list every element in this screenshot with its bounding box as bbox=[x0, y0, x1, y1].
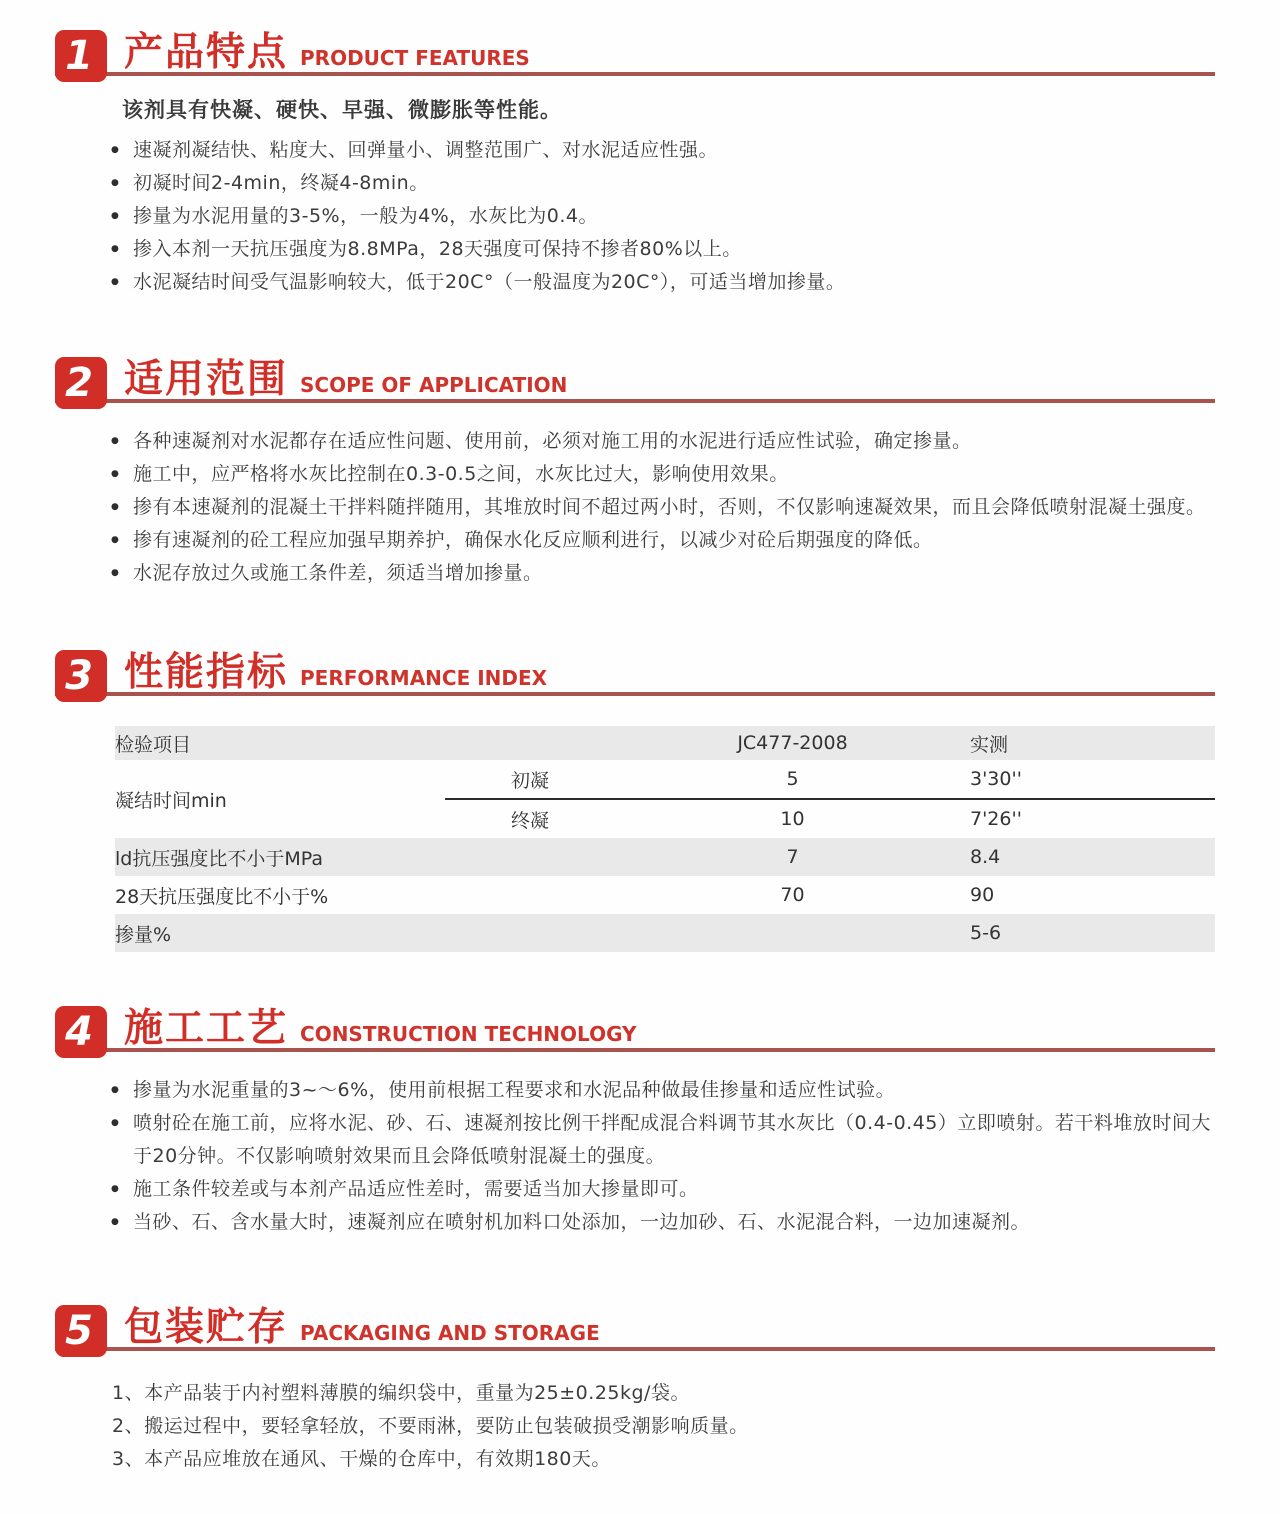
section-scope-of-application bbox=[55, 349, 1215, 590]
list-item: ● 施工条件较差或与本剂产品适应性差时，需要适当加大掺量即可。 bbox=[105, 1173, 1215, 1206]
cell-measured: 3'30'' bbox=[970, 760, 1215, 799]
table-row-1d-strength bbox=[115, 838, 1215, 876]
cell-measured: 5-6 bbox=[970, 914, 1215, 952]
list-item: ● 掺有速凝剂的砼工程应加强早期养护，确保水化反应顺利进行，以减少对砼后期强度的降低。 bbox=[105, 524, 1215, 557]
section-title-zh: 产品特点 bbox=[124, 29, 289, 75]
section-4-header bbox=[55, 998, 1215, 1055]
cell-sub-initial: 初凝 bbox=[445, 760, 615, 799]
section-title-en: CONSTRUCTION TECHNOLOGY bbox=[300, 1022, 637, 1046]
col-header-sub bbox=[445, 726, 615, 760]
construction-bullet-list bbox=[105, 1074, 1215, 1239]
section-packaging-storage bbox=[55, 1297, 1215, 1476]
section-1-header bbox=[55, 22, 1215, 79]
table-row-dosage bbox=[115, 914, 1215, 952]
section-title-en: PERFORMANCE INDEX bbox=[300, 666, 548, 690]
cell-item-setting-time: 凝结时间min bbox=[115, 789, 227, 812]
cell-item: 掺量% bbox=[115, 914, 445, 952]
list-item: ● 施工中，应严格将水灰比控制在0.3-0.5之间，水灰比过大，影响使用效果。 bbox=[105, 458, 1215, 491]
section-5-header bbox=[55, 1297, 1215, 1354]
performance-table bbox=[115, 726, 1215, 952]
cell-measured: 7'26'' bbox=[970, 808, 1022, 830]
cell-measured: 90 bbox=[970, 884, 995, 906]
features-bullet-list bbox=[105, 134, 1215, 299]
list-item: ● 各种速凝剂对水泥都存在适应性问题、使用前，必须对施工用的水泥进行适应性试验，确定掺量。 bbox=[105, 425, 1215, 458]
cell-standard: 7 bbox=[615, 838, 970, 876]
section-3-header bbox=[55, 642, 1215, 699]
section-title-en: PRODUCT FEATURES bbox=[300, 46, 530, 70]
section-product-features bbox=[55, 0, 1215, 299]
section-number: 3 bbox=[65, 653, 93, 699]
list-item: ● 初凝时间2-4min，终凝4-8min。 bbox=[105, 167, 1215, 200]
list-item: ● 水泥存放过久或施工条件差，须适当增加掺量。 bbox=[105, 557, 1215, 590]
section-4-number-badge bbox=[55, 1006, 107, 1058]
section-5-number-badge bbox=[55, 1305, 107, 1357]
cell-standard: 10 bbox=[780, 808, 805, 830]
cell-sub-final: 终凝 bbox=[510, 809, 549, 832]
section-number: 2 bbox=[65, 360, 93, 406]
section-performance-index bbox=[55, 642, 1215, 952]
cell-standard: 5 bbox=[615, 760, 970, 799]
list-item: ● 当砂、石、含水量大时，速凝剂应在喷射机加料口处添加，一边加砂、石、水泥混合料，一边加速凝剂。 bbox=[105, 1206, 1215, 1239]
table-row-28d-strength bbox=[115, 876, 1215, 914]
section-title-zh: 性能指标 bbox=[124, 649, 289, 695]
section-2-header bbox=[55, 349, 1215, 406]
table-row-setting-initial bbox=[115, 760, 1215, 799]
features-intro: 该剂具有快凝、硬快、早强、微膨胀等性能。 bbox=[122, 98, 562, 122]
list-item: ● 掺入本剂一天抗压强度为8.8MPa，28天强度可保持不掺者80%以上。 bbox=[105, 233, 1215, 266]
section-construction-technology bbox=[55, 998, 1215, 1239]
section-title-en: SCOPE OF APPLICATION bbox=[300, 373, 568, 397]
section-number: 5 bbox=[65, 1308, 93, 1354]
cell-standard: 70 bbox=[780, 884, 805, 906]
scope-bullet-list bbox=[105, 425, 1215, 590]
list-item: 1、本产品装于内衬塑料薄膜的编织袋中，重量为25±0.25kg/袋。 bbox=[112, 1382, 690, 1404]
list-item: 3、本产品应堆放在通风、干燥的仓库中，有效期180天。 bbox=[112, 1448, 611, 1470]
list-item: 2、搬运过程中，要轻拿轻放，不要雨淋，要防止包装破损受潮影响质量。 bbox=[112, 1415, 749, 1437]
cell-item: 28天抗压强度比不小于% bbox=[115, 885, 329, 908]
col-header-measured: 实测 bbox=[970, 726, 1215, 760]
table-header-row bbox=[115, 726, 1215, 760]
list-item: ● 喷射砼在施工前，应将水泥、砂、石、速凝剂按比例干拌配成混合料调节其水灰比（0.4-0.45）立即喷射。若干料堆放时间大于20分钟。不仅影响喷射效果而且会降低喷射混凝土的强度。 bbox=[105, 1107, 1215, 1173]
cell-measured: 8.4 bbox=[970, 838, 1215, 876]
col-header-standard: JC477-2008 bbox=[615, 726, 970, 760]
section-1-number-badge bbox=[55, 30, 107, 82]
section-number: 1 bbox=[65, 33, 93, 79]
cell-item: ld抗压强度比不小于MPa bbox=[115, 838, 445, 876]
section-2-number-badge bbox=[55, 357, 107, 409]
list-item: ● 掺量为水泥用量的3-5%，一般为4%，水灰比为0.4。 bbox=[105, 200, 1215, 233]
list-item: ● 掺量为水泥重量的3~～6%，使用前根据工程要求和水泥品种做最佳掺量和适应性试验。 bbox=[105, 1074, 1215, 1107]
list-item: ● 速凝剂凝结快、粘度大、回弹量小、调整范围广、对水泥适应性强。 bbox=[105, 134, 1215, 167]
section-number: 4 bbox=[65, 1009, 93, 1055]
col-header-item: 检验项目 bbox=[115, 726, 445, 760]
section-title-zh: 适用范围 bbox=[124, 356, 289, 402]
section-title-zh: 包装贮存 bbox=[124, 1304, 289, 1350]
section-title-en: PACKAGING AND STORAGE bbox=[300, 1321, 600, 1345]
section-title-zh: 施工工艺 bbox=[124, 1005, 289, 1051]
packaging-numbered-list bbox=[112, 1377, 1215, 1476]
list-item: ● 掺有本速凝剂的混凝土干拌料随拌随用，其堆放时间不超过两小时，否则，不仅影响速凝效果，而且会降低喷射混凝土强度。 bbox=[105, 491, 1215, 524]
cell-standard bbox=[615, 914, 970, 952]
list-item: ● 水泥凝结时间受气温影响较大，低于20C°（一般温度为20C°），可适当增加掺量。 bbox=[105, 266, 1215, 299]
section-3-number-badge bbox=[55, 650, 107, 702]
